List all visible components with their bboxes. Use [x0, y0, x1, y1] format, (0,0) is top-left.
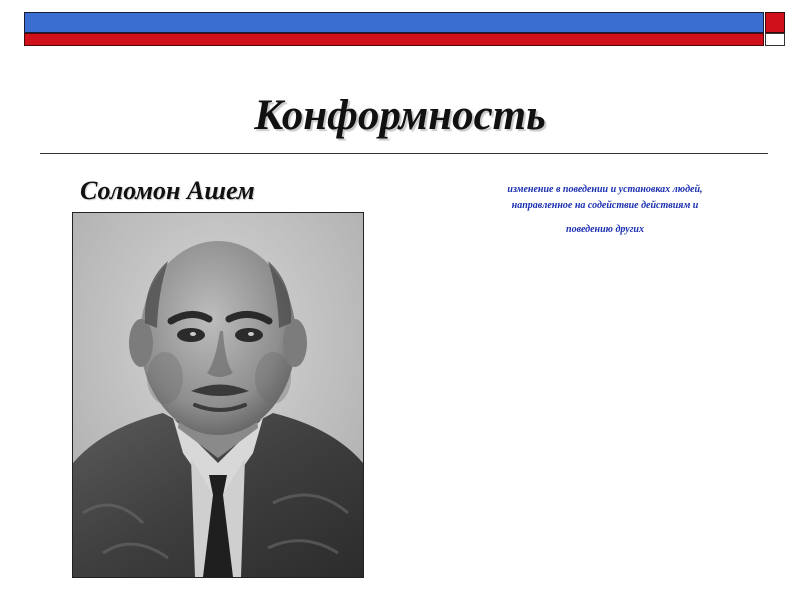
portrait-photo: [72, 212, 364, 578]
slide-subtitle: Соломон Ашем: [80, 176, 255, 205]
definition-line-3: поведению других: [566, 224, 644, 235]
header-blue-bar: [24, 12, 764, 33]
title-divider: [40, 153, 768, 154]
slide-title: Конформность: [254, 92, 546, 139]
header-red-square: [765, 12, 785, 33]
header-white-square: [765, 33, 785, 46]
definition-gap: [470, 214, 740, 222]
header-red-bar: [24, 33, 764, 46]
definition-line-1: изменение в поведении и установках людей,: [507, 184, 703, 195]
portrait-illustration: [73, 213, 363, 577]
definition-line-2: направленное на содействие действиям и: [511, 200, 699, 211]
definition-text: [470, 182, 740, 238]
